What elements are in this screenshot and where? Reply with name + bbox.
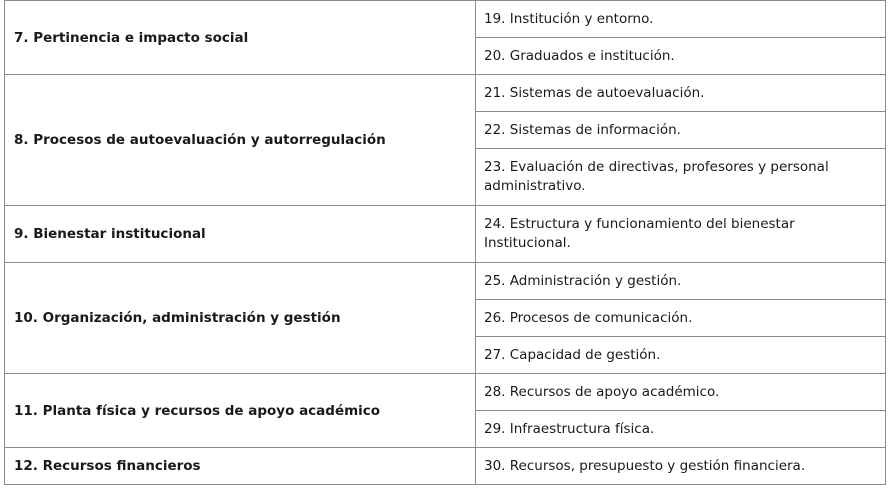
factor-characteristics-table: [4, 0, 886, 485]
characteristic-cell: 24. Estructura y funcionamiento del bienestar Institucional.: [476, 206, 886, 263]
characteristic-cell: 25. Administración y gestión.: [476, 263, 886, 300]
table-row: [5, 374, 886, 411]
characteristic-cell: 21. Sistemas de autoevaluación.: [476, 75, 886, 112]
characteristic-cell: 23. Evaluación de directivas, profesores y personal administrativo.: [476, 149, 886, 206]
table-row: [5, 1, 886, 38]
factor-cell: 8. Procesos de autoevaluación y autorregulación: [5, 75, 476, 206]
table-row: [5, 206, 886, 263]
factor-cell: 7. Pertinencia e impacto social: [5, 1, 476, 75]
characteristic-cell: 27. Capacidad de gestión.: [476, 337, 886, 374]
characteristic-cell: 22. Sistemas de información.: [476, 112, 886, 149]
factor-cell: 10. Organización, administración y gestión: [5, 263, 476, 374]
characteristic-cell: 20. Graduados e institución.: [476, 38, 886, 75]
factor-cell: 12. Recursos financieros: [5, 448, 476, 485]
characteristic-cell: 28. Recursos de apoyo académico.: [476, 374, 886, 411]
table-row: [5, 75, 886, 112]
factor-cell: 11. Planta física y recursos de apoyo académico: [5, 374, 476, 448]
table-row: [5, 263, 886, 300]
characteristic-cell: 29. Infraestructura física.: [476, 411, 886, 448]
characteristic-cell: 26. Procesos de comunicación.: [476, 300, 886, 337]
characteristic-cell: 30. Recursos, presupuesto y gestión financiera.: [476, 448, 886, 485]
factor-cell: 9. Bienestar institucional: [5, 206, 476, 263]
table-row: [5, 448, 886, 485]
characteristic-cell: 19. Institución y entorno.: [476, 1, 886, 38]
